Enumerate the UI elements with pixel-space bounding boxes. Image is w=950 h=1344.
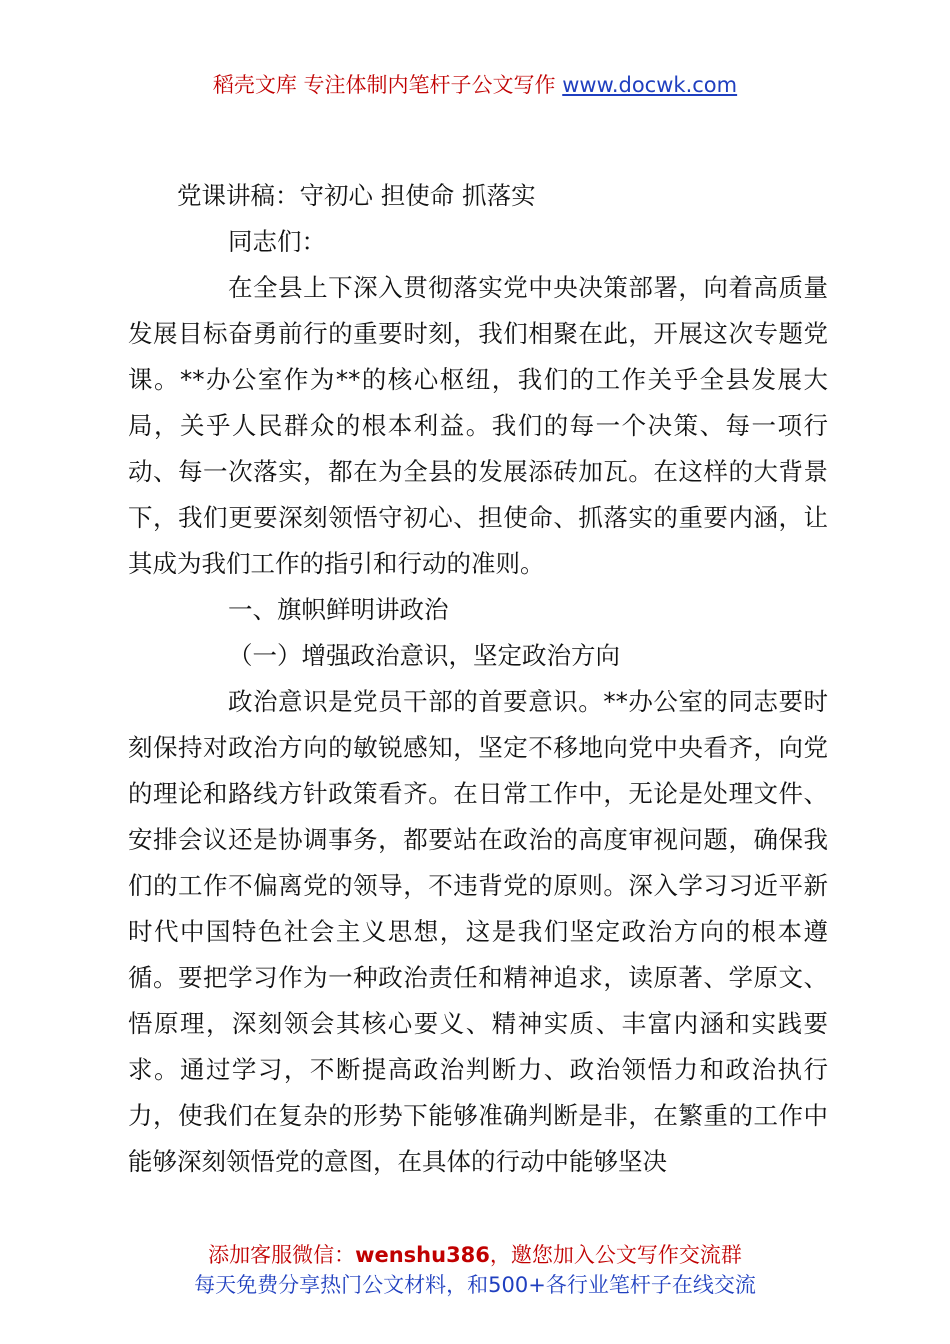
- page-header: [0, 70, 950, 100]
- footer-suffix: ，邀您加入公文写作交流群: [489, 1243, 742, 1267]
- footer-prefix: 添加客服微信：: [208, 1243, 356, 1267]
- footer-line-2: 每天免费分享热门公文材料，和500+各行业笔杆子在线交流: [194, 1273, 756, 1297]
- section-heading: 一、旗帜鲜明讲政治: [228, 595, 449, 624]
- header-link[interactable]: www.docwk.com: [562, 73, 738, 97]
- salutation: 同志们：: [228, 227, 326, 256]
- document-title: 党课讲稿：守初心 担使命 抓落实: [177, 181, 536, 210]
- body-paragraph: 政治意识是党员干部的首要意识。**办公室的同志要时刻保持对政治方向的敏锐感知，坚定不移地向党中央看齐，向党的理论和路线方针政策看齐。在日常工作中，无论是处理文件、安排会议还是协调事务，都要站在政治的高度审视问题，确保我们的工作不偏离党的领导，不违背党的原则。深入学习习近平新时代中国特色社会主义思想，这是我们坚定政治方向的根本遵循。要把学习作为一种政治责任和精神追求，读原著、学原文、悟原理，深刻领会其核心要义、精神实质、丰富内涵和实践要求。通过学习，不断提高政治判断力、政治领悟力和政治执行力，使我们在复杂的形势下能够准确判断是非，在繁重的工作中能够深刻领悟党的意图，在具体的行动中能够坚决: [128, 687, 828, 1176]
- wechat-id: wenshu386: [355, 1243, 490, 1267]
- footer-line-1: [0, 1240, 950, 1270]
- page-footer: [0, 1240, 950, 1300]
- document-body: [128, 173, 828, 1185]
- subsection-heading: （一）增强政治意识，坚定政治方向: [228, 641, 620, 670]
- header-text: 稻壳文库 专注体制内笔杆子公文写作: [212, 73, 563, 97]
- intro-paragraph: 在全县上下深入贯彻落实党中央决策部署，向着高质量发展目标奋勇前行的重要时刻，我们相聚在此，开展这次专题党课。**办公室作为**的核心枢纽，我们的工作关乎全县发展大局，关乎人民群众的根本利益。我们的每一个决策、每一项行动、每一次落实，都在为全县的发展添砖加瓦。在这样的大背景下，我们更要深刻领悟守初心、担使命、抓落实的重要内涵，让其成为我们工作的指引和行动的准则。: [128, 273, 828, 578]
